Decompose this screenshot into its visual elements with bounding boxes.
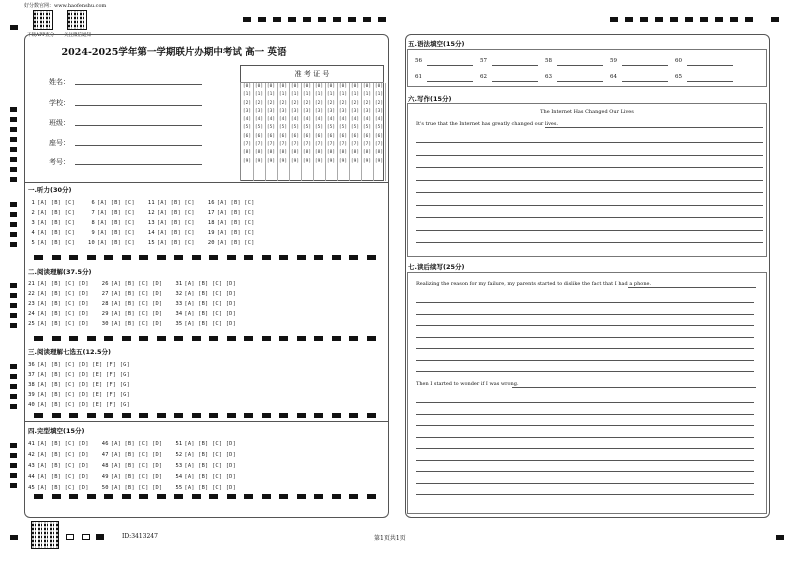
field-class-label: 班级：: [49, 119, 70, 127]
continuation-line[interactable]: [416, 360, 754, 361]
continuation-para2: Then I started to wonder if I was wrong.: [416, 381, 519, 387]
question-group: 31 [A] [B] [C] [D]: [175, 281, 237, 287]
grammar-answer-line[interactable]: [557, 81, 603, 82]
timing-mark: [332, 494, 341, 499]
question-group: 44 [A] [B] [C] [D]: [28, 474, 89, 480]
field-class-line[interactable]: [75, 125, 202, 126]
question-group: 14 [A] [B] [C]: [147, 230, 195, 236]
timing-mark: [34, 336, 43, 341]
timing-mark: [174, 494, 183, 499]
question-group: 13 [A] [B] [C]: [147, 220, 195, 226]
timing-mark: [69, 494, 78, 499]
question-group: 45 [A] [B] [C] [D]: [28, 485, 89, 491]
timing-mark: [244, 255, 253, 260]
section-reading-title: 二.阅读理解(37.5分): [28, 268, 92, 276]
timing-mark: [69, 336, 78, 341]
timing-mark: [367, 255, 376, 260]
answer-row[interactable]: [24, 485, 245, 491]
timing-mark: [122, 413, 131, 418]
timing-mark: [122, 336, 131, 341]
question-group: 42 [A] [B] [C] [D]: [28, 452, 89, 458]
qr-code-bottom: [31, 521, 59, 549]
timing-mark: [227, 336, 236, 341]
field-name-label: 姓名：: [49, 78, 70, 86]
timing-mark: [104, 494, 113, 499]
grammar-answer-line[interactable]: [427, 81, 473, 82]
timing-mark: [262, 494, 271, 499]
timing-mark: [69, 413, 78, 418]
answer-row[interactable]: [24, 230, 264, 236]
timing-mark: [104, 413, 113, 418]
timing-mark: [349, 336, 358, 341]
question-group: 36 [A] [B] [C] [D] [E] [F] [G]: [28, 362, 131, 368]
timing-mark: [297, 336, 306, 341]
question-group: 54 [A] [B] [C] [D]: [175, 474, 237, 480]
grammar-answer-line[interactable]: [622, 81, 668, 82]
timing-mark: [244, 494, 253, 499]
question-group: 53 [A] [B] [C] [D]: [175, 463, 237, 469]
divider-4: [24, 421, 389, 422]
grammar-number: 62: [480, 74, 487, 80]
divider-1: [24, 182, 389, 183]
question-group: 5 [A] [B] [C]: [31, 240, 75, 246]
timing-mark: [157, 494, 166, 499]
footer-box-2: [82, 534, 90, 540]
writing-line[interactable]: [416, 167, 763, 168]
ticket-digit-column[interactable]: [0] [1] [2] [3] [4] [5] [6] [7] [8] [9]: [265, 83, 278, 181]
field-school-label: 学校：: [49, 99, 70, 107]
question-group: 6 [A] [B] [C]: [91, 200, 135, 206]
continuation-line[interactable]: [416, 494, 754, 495]
answer-row[interactable]: [24, 291, 245, 297]
timing-mark: [209, 255, 218, 260]
question-group: 25 [A] [B] [C] [D]: [28, 321, 89, 327]
continuation-line[interactable]: [416, 314, 754, 315]
question-group: 21 [A] [B] [C] [D]: [28, 281, 89, 287]
timing-mark: [87, 413, 96, 418]
grammar-answer-line[interactable]: [492, 81, 538, 82]
answer-row[interactable]: [24, 240, 264, 246]
grammar-number: 56: [415, 58, 422, 64]
timing-mark: [227, 413, 236, 418]
question-group: 24 [A] [B] [C] [D]: [28, 311, 89, 317]
qr-code-left: [33, 10, 53, 30]
continuation-line[interactable]: [416, 302, 754, 303]
section-grammar-title: 五.语法填空(15分): [408, 40, 465, 48]
writing-line[interactable]: [416, 205, 763, 206]
question-group: 50 [A] [B] [C] [D]: [101, 485, 163, 491]
timing-mark: [367, 336, 376, 341]
question-group: 33 [A] [B] [C] [D]: [175, 301, 237, 307]
timing-mark: [192, 494, 201, 499]
timing-mark: [157, 336, 166, 341]
timing-mark: [279, 413, 288, 418]
timing-mark: [104, 255, 113, 260]
ticket-digit-column[interactable]: [0] [1] [2] [3] [4] [5] [6] [7] [8] [9]: [277, 83, 290, 181]
answer-row[interactable]: [24, 474, 245, 480]
timing-mark: [87, 494, 96, 499]
grammar-number: 57: [480, 58, 487, 64]
question-group: 22 [A] [B] [C] [D]: [28, 291, 89, 297]
question-group: 38 [A] [B] [C] [D] [E] [F] [G]: [28, 382, 131, 388]
writing-line[interactable]: [545, 127, 763, 128]
timing-mark: [34, 255, 43, 260]
footer-page: 第1页共1页: [374, 535, 406, 542]
timing-mark: [349, 255, 358, 260]
answer-row[interactable]: [24, 452, 245, 458]
timing-mark: [227, 494, 236, 499]
timing-mark: [157, 413, 166, 418]
writing-line[interactable]: [416, 230, 763, 231]
timing-mark: [192, 255, 201, 260]
timing-mark: [209, 336, 218, 341]
timing-mark: [244, 336, 253, 341]
timing-mark: [34, 494, 43, 499]
timing-mark: [139, 336, 148, 341]
ticket-digit-column[interactable]: [0] [1] [2] [3] [4] [5] [6] [7] [8] [9]: [373, 83, 386, 181]
writing-line[interactable]: [416, 217, 763, 218]
continuation-line[interactable]: [416, 471, 754, 472]
timing-mark: [314, 336, 323, 341]
timing-mark: [52, 336, 61, 341]
writing-line[interactable]: [416, 142, 763, 143]
timing-mark: [297, 255, 306, 260]
grammar-answer-line[interactable]: [492, 65, 538, 66]
ticket-digit-column[interactable]: [0] [1] [2] [3] [4] [5] [6] [7] [8] [9]: [241, 83, 254, 181]
question-group: 46 [A] [B] [C] [D]: [101, 441, 163, 447]
question-group: 10 [A] [B] [C]: [88, 240, 135, 246]
exam-title: 2024-2025学年第一学期联片办期中考试 高一 英语: [61, 47, 287, 58]
question-group: 19 [A] [B] [C]: [207, 230, 255, 236]
continuation-line[interactable]: [416, 325, 754, 326]
timing-mark: [279, 336, 288, 341]
timing-mark: [87, 336, 96, 341]
question-group: 8 [A] [B] [C]: [91, 220, 135, 226]
timing-mark: [52, 255, 61, 260]
continuation-line[interactable]: [512, 387, 756, 388]
continuation-line[interactable]: [416, 437, 754, 438]
answer-row[interactable]: [24, 362, 139, 368]
field-exam-no-line[interactable]: [75, 164, 202, 165]
question-group: 48 [A] [B] [C] [D]: [101, 463, 163, 469]
continuation-line[interactable]: [628, 287, 756, 288]
grammar-answer-line[interactable]: [427, 65, 473, 66]
timing-mark: [332, 413, 341, 418]
continuation-line[interactable]: [416, 348, 754, 349]
question-group: 12 [A] [B] [C]: [147, 210, 195, 216]
answer-row[interactable]: [24, 372, 139, 378]
timing-mark: [192, 336, 201, 341]
question-group: 47 [A] [B] [C] [D]: [101, 452, 163, 458]
answer-row[interactable]: [24, 392, 139, 398]
field-school-line[interactable]: [75, 105, 202, 106]
timing-mark: [262, 413, 271, 418]
timing-mark: [314, 255, 323, 260]
question-group: 26 [A] [B] [C] [D]: [101, 281, 163, 287]
section-writing-title: 六.写作(15分): [408, 95, 452, 103]
timing-mark: [209, 413, 218, 418]
continuation-line[interactable]: [416, 371, 754, 372]
question-group: 1 [A] [B] [C]: [31, 200, 75, 206]
question-group: 23 [A] [B] [C] [D]: [28, 301, 89, 307]
timing-mark: [209, 494, 218, 499]
question-group: 27 [A] [B] [C] [D]: [101, 291, 163, 297]
timing-mark: [262, 255, 271, 260]
qr-right-caption: 关注微信通知: [64, 33, 91, 38]
ticket-digit-column[interactable]: [0] [1] [2] [3] [4] [5] [6] [7] [8] [9]: [253, 83, 266, 181]
question-group: 39 [A] [B] [C] [D] [E] [F] [G]: [28, 392, 131, 398]
grammar-number: 61: [415, 74, 422, 80]
continuation-line[interactable]: [416, 460, 754, 461]
ticket-digit-column[interactable]: [0] [1] [2] [3] [4] [5] [6] [7] [8] [9]: [337, 83, 350, 181]
timing-mark: [297, 494, 306, 499]
question-group: 55 [A] [B] [C] [D]: [175, 485, 237, 491]
ticket-digit-column[interactable]: [0] [1] [2] [3] [4] [5] [6] [7] [8] [9]: [361, 83, 374, 181]
qr-left-caption: 下载APP查分: [27, 33, 55, 38]
grammar-answer-line[interactable]: [622, 65, 668, 66]
question-group: 11 [A] [B] [C]: [147, 200, 195, 206]
ticket-digit-column[interactable]: [0] [1] [2] [3] [4] [5] [6] [7] [8] [9]: [325, 83, 338, 181]
section-cloze-title: 四.完型填空(15分): [28, 427, 85, 435]
grammar-number: 59: [610, 58, 617, 64]
timing-mark: [52, 494, 61, 499]
answer-row[interactable]: [24, 200, 264, 206]
field-exam-no-label: 考号：: [49, 158, 70, 166]
continuation-line[interactable]: [416, 483, 754, 484]
section-listening-title: 一.听力(30分): [28, 186, 72, 194]
answer-row[interactable]: [24, 402, 139, 408]
continuation-para1: Realizing the reason for my failure, my parents started to dislike the fact that I had a phone.: [416, 281, 652, 287]
timing-mark: [87, 255, 96, 260]
timing-mark: [367, 413, 376, 418]
timing-mark: [227, 255, 236, 260]
question-group: 37 [A] [B] [C] [D] [E] [F] [G]: [28, 372, 131, 378]
grammar-number: 60: [675, 58, 682, 64]
question-group: 51 [A] [B] [C] [D]: [175, 441, 237, 447]
question-group: 34 [A] [B] [C] [D]: [175, 311, 237, 317]
timing-mark: [139, 413, 148, 418]
section-seven-title: 三.阅读理解七选五(12.5分): [28, 348, 111, 356]
timing-mark: [34, 413, 43, 418]
question-group: 30 [A] [B] [C] [D]: [101, 321, 163, 327]
timing-mark: [122, 494, 131, 499]
continuation-box: [407, 272, 767, 514]
footer-mark: [96, 534, 104, 540]
ticket-digit-column[interactable]: [0] [1] [2] [3] [4] [5] [6] [7] [8] [9]: [349, 83, 362, 181]
timing-mark: [332, 336, 341, 341]
site-text: 好分数官网：www.haofenshu.com: [24, 3, 107, 9]
timing-mark: [69, 255, 78, 260]
grammar-number: 64: [610, 74, 617, 80]
ticket-digit-column[interactable]: [0] [1] [2] [3] [4] [5] [6] [7] [8] [9]: [289, 83, 302, 181]
timing-mark: [139, 494, 148, 499]
timing-mark: [367, 494, 376, 499]
timing-mark: [157, 255, 166, 260]
continuation-line[interactable]: [416, 414, 754, 415]
field-name-line[interactable]: [75, 84, 202, 85]
timing-mark: [139, 255, 148, 260]
writing-line[interactable]: [416, 155, 763, 156]
answer-row[interactable]: [24, 321, 245, 327]
ticket-label: 准 考 证 号: [294, 70, 330, 78]
grammar-answer-line[interactable]: [687, 65, 733, 66]
field-seat-line[interactable]: [75, 145, 202, 146]
answer-row[interactable]: [24, 382, 139, 388]
footer-box-1: [66, 534, 74, 540]
question-group: 41 [A] [B] [C] [D]: [28, 441, 89, 447]
answer-row[interactable]: [24, 220, 264, 226]
writing-line[interactable]: [416, 192, 763, 193]
question-group: 18 [A] [B] [C]: [207, 220, 255, 226]
timing-mark: [349, 494, 358, 499]
continuation-line[interactable]: [416, 425, 754, 426]
timing-mark: [262, 336, 271, 341]
writing-line[interactable]: [416, 242, 763, 243]
question-group: 20 [A] [B] [C]: [207, 240, 255, 246]
question-group: 49 [A] [B] [C] [D]: [101, 474, 163, 480]
question-group: 40 [A] [B] [C] [D] [E] [F] [G]: [28, 402, 131, 408]
answer-row[interactable]: [24, 281, 245, 287]
question-group: 3 [A] [B] [C]: [31, 220, 75, 226]
question-group: 29 [A] [B] [C] [D]: [101, 311, 163, 317]
timing-mark: [52, 413, 61, 418]
question-group: 16 [A] [B] [C]: [207, 200, 255, 206]
question-group: 15 [A] [B] [C]: [147, 240, 195, 246]
grammar-number: 65: [675, 74, 682, 80]
section-continuation-title: 七.读后续写(25分): [408, 263, 465, 271]
timing-mark: [174, 255, 183, 260]
answer-row[interactable]: [24, 463, 245, 469]
grammar-number: 58: [545, 58, 552, 64]
answer-row[interactable]: [24, 441, 245, 447]
timing-mark: [279, 494, 288, 499]
writing-title: The Internet Has Changed Our Lives: [540, 109, 634, 115]
question-group: 4 [A] [B] [C]: [31, 230, 75, 236]
grammar-answer-line[interactable]: [557, 65, 603, 66]
ticket-digit-grid[interactable]: [240, 83, 385, 181]
timing-mark: [174, 336, 183, 341]
timing-mark: [279, 255, 288, 260]
timing-mark: [349, 413, 358, 418]
grammar-answer-line[interactable]: [687, 81, 733, 82]
question-group: 52 [A] [B] [C] [D]: [175, 452, 237, 458]
ticket-digit-column[interactable]: [0] [1] [2] [3] [4] [5] [6] [7] [8] [9]: [301, 83, 314, 181]
answer-row[interactable]: [24, 210, 264, 216]
question-group: 32 [A] [B] [C] [D]: [175, 291, 237, 297]
continuation-line[interactable]: [416, 402, 754, 403]
question-group: 17 [A] [B] [C]: [207, 210, 255, 216]
timing-mark: [332, 255, 341, 260]
grammar-number: 63: [545, 74, 552, 80]
question-group: 9 [A] [B] [C]: [91, 230, 135, 236]
timing-mark: [314, 494, 323, 499]
timing-mark: [297, 413, 306, 418]
timing-mark: [104, 336, 113, 341]
writing-line[interactable]: [416, 180, 763, 181]
question-group: 2 [A] [B] [C]: [31, 210, 75, 216]
timing-mark: [192, 413, 201, 418]
writing-first-line: It's true that the Internet has greatly changed our lives.: [416, 121, 559, 127]
field-seat-label: 座号：: [49, 139, 70, 147]
timing-mark: [244, 413, 253, 418]
timing-mark: [174, 413, 183, 418]
timing-mark: [314, 413, 323, 418]
answer-row[interactable]: [24, 311, 245, 317]
continuation-line[interactable]: [416, 337, 754, 338]
question-group: 35 [A] [B] [C] [D]: [175, 321, 237, 327]
answer-row[interactable]: [24, 301, 245, 307]
question-group: 28 [A] [B] [C] [D]: [101, 301, 163, 307]
ticket-digit-column[interactable]: [0] [1] [2] [3] [4] [5] [6] [7] [8] [9]: [313, 83, 326, 181]
question-group: 7 [A] [B] [C]: [91, 210, 135, 216]
continuation-line[interactable]: [416, 448, 754, 449]
footer-id: ID:3413247: [122, 533, 158, 540]
question-group: 43 [A] [B] [C] [D]: [28, 463, 89, 469]
qr-code-right: [67, 10, 87, 30]
timing-mark: [122, 255, 131, 260]
